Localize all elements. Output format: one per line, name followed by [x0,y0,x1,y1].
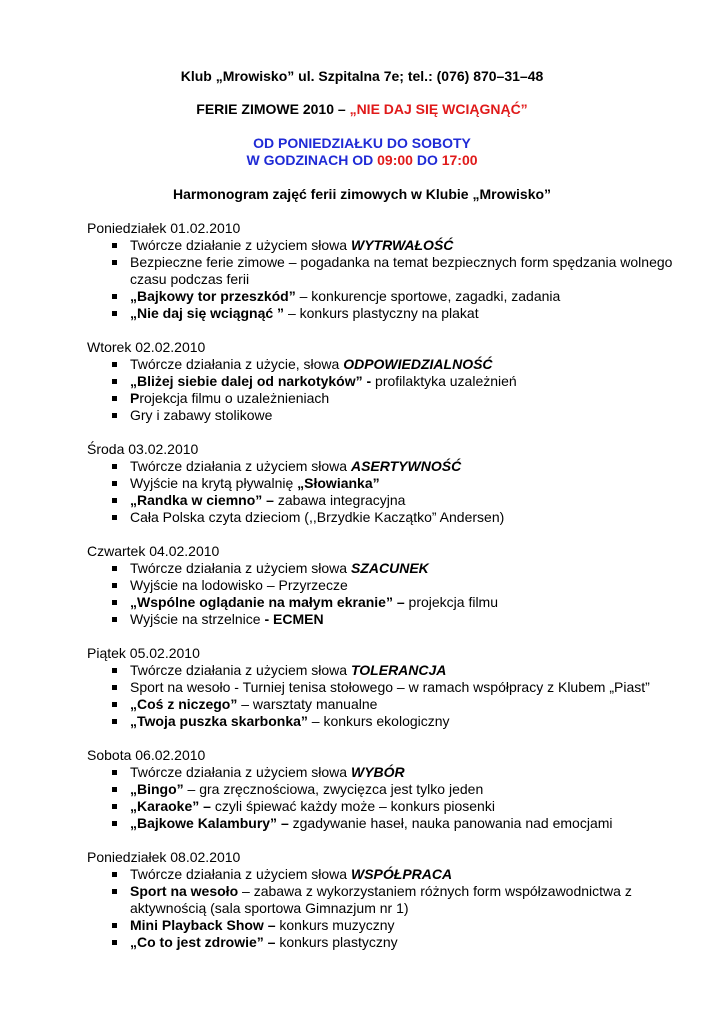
activity-emphasis: P [130,390,140,406]
activity-item [130,866,687,883]
day-title: Środa 03.02.2010 [87,441,199,457]
activity-list [87,458,687,526]
activity-text: Wyjście na strzelnice [130,611,265,627]
activity-list [87,866,687,951]
days-range: OD PONIEDZIAŁKU DO SOBOTY [253,135,471,151]
start-time: 09:00 [377,152,413,168]
activity-text: – konkurs ekologiczny [307,713,450,729]
activity-item [130,798,687,815]
activity-emphasis: „Randka w ciemno” – [130,492,274,508]
activity-item [130,305,687,322]
activity-item [130,492,687,509]
activity-emphasis: ASERTYWNOŚĆ [350,458,462,474]
activity-item [130,781,687,798]
day-section [87,747,687,832]
activity-emphasis: „Nie daj się wciągnąć ” [130,305,285,321]
activity-emphasis: „Twoja puszka skarbonka” [130,713,308,729]
activity-list [87,560,687,628]
event-slogan: „NIE DAJ SIĘ WCIĄGNĄĆ” [349,101,528,117]
activity-emphasis: „Coś z niczego” [130,696,238,712]
activity-emphasis: WYBÓR [350,764,405,780]
activity-text: Twórcze działanie z użyciem słowa [130,237,351,253]
activity-item [130,815,687,832]
day-section [87,543,687,628]
activity-text: profilaktyka uzależnień [371,373,517,389]
event-title [0,101,724,117]
activity-item [130,288,687,305]
activity-list [87,237,687,322]
day-title: Wtorek 02.02.2010 [87,339,206,355]
activity-text: Twórcze działania z użyciem słowa [130,560,351,576]
activity-item [130,696,687,713]
hours-range: W GODZINACH OD 09:00 DO 17:00 [246,152,478,168]
activity-emphasis: ODPOWIEDZIALNOŚĆ [343,356,493,372]
activity-emphasis: „Wspólne oglądanie na małym ekranie” – [130,594,405,610]
day-section [87,339,687,424]
activity-emphasis: TOLERANCJA [350,662,447,678]
activity-emphasis: WYTRWAŁOŚĆ [350,237,454,253]
activity-text: Twórcze działania z użycie, słowa [130,356,344,372]
activity-emphasis: „Bajkowy tor przeszkód” [130,288,296,304]
activity-text: zabawa integracyjna [273,492,406,508]
activity-text: projekcja filmu [404,594,499,610]
activity-text: rojekcja filmu o uzależnieniach [139,390,330,406]
activity-emphasis: Mini Playback Show – [130,917,276,933]
day-title: Sobota 06.02.2010 [87,747,206,763]
activity-item [130,356,687,373]
schedule-days [87,220,687,968]
day-section [87,645,687,730]
activity-text: Twórcze działania z użyciem słowa [130,764,351,780]
activity-text: konkurs plastyczny [275,934,398,950]
activity-emphasis: „Karaoke” – [130,798,211,814]
schedule-subtitle: Harmonogram zajęć ferii zimowych w Klubie „Mrowisko” [172,186,552,202]
day-section [87,441,687,526]
activity-item [130,883,687,917]
activity-item [130,560,687,577]
activity-text: Twórcze działania z użyciem słowa [130,458,351,474]
activity-item [130,713,687,730]
activity-item [130,764,687,781]
activity-text: Gry i zabawy stolikowe [130,407,273,423]
activity-item [130,577,687,594]
activity-item [130,254,687,288]
activity-text: Twórcze działania z użyciem słowa [130,866,351,882]
activity-text: zgadywanie haseł, nauka panowania nad emocjami [288,815,613,831]
club-header: Klub „Mrowisko” ul. Szpitalna 7e; tel.: (076) 870–31–48 [180,68,544,84]
activity-item [130,458,687,475]
day-section [87,220,687,322]
schedule-hours [0,135,724,169]
activity-emphasis: - ECMEN [264,611,324,627]
activity-emphasis: „Bliżej siebie dalej od narkotyków” - [130,373,372,389]
activity-item [130,611,687,628]
day-section [87,849,687,951]
day-title: Czwartek 04.02.2010 [87,543,220,559]
activity-list [87,764,687,832]
activity-list [87,356,687,424]
activity-text: Cała Polska czyta dzieciom (,,Brzydkie Kaczątko” Andersen) [130,509,505,525]
day-title: Poniedziałek 01.02.2010 [87,220,241,236]
activity-emphasis: „Słowianka” [297,475,380,491]
activity-item [130,679,687,696]
activity-item [130,662,687,679]
activity-item [130,237,687,254]
activity-emphasis: Sport na wesoło [130,883,239,899]
activity-text: – konkurencje sportowe, zagadki, zadania [295,288,561,304]
activity-text: Wyjście na krytą pływalnię [130,475,298,491]
activity-text: Bezpieczne ferie zimowe – pogadanka na temat bezpiecznych form spędzania wolnego czasu podczas ferii [130,254,673,287]
activity-text: – warsztaty manualne [237,696,378,712]
day-title: Poniedziałek 08.02.2010 [87,849,241,865]
activity-text: Sport na wesoło - Turniej tenisa stołowego – w ramach współpracy z Klubem „Piast” [130,679,650,695]
activity-item [130,934,687,951]
activity-item [130,917,687,934]
day-title: Piątek 05.02.2010 [87,645,200,661]
activity-item [130,594,687,611]
activity-item [130,509,687,526]
activity-text: konkurs muzyczny [275,917,395,933]
activity-emphasis: SZACUNEK [350,560,429,576]
activity-item [130,390,687,407]
activity-emphasis: „Co to jest zdrowie” – [130,934,276,950]
activity-text: Twórcze działania z użyciem słowa [130,662,351,678]
activity-text: – konkurs plastyczny na plakat [284,305,479,321]
activity-item [130,475,687,492]
event-title-prefix: FERIE ZIMOWE 2010 – [196,101,350,117]
activity-text: – zabawa z wykorzystaniem różnych form współzawodnictwa z aktywnością (sala sportowa Gimnazjum nr 1) [130,883,632,916]
end-time: 17:00 [441,152,478,168]
activity-text: – gra zręcznościowa, zwycięzca jest tylko jeden [183,781,484,797]
activity-text: Wyjście na lodowisko – Przyrzecze [130,577,348,593]
activity-emphasis: „Bajkowe Kalambury” – [130,815,289,831]
activity-item [130,373,687,390]
activity-emphasis: WSPÓŁPRACA [350,866,453,882]
activity-emphasis: „Bingo” [130,781,184,797]
activity-list [87,662,687,730]
activity-item [130,407,687,424]
activity-text: czyli śpiewać każdy może – konkurs piosenki [210,798,495,814]
